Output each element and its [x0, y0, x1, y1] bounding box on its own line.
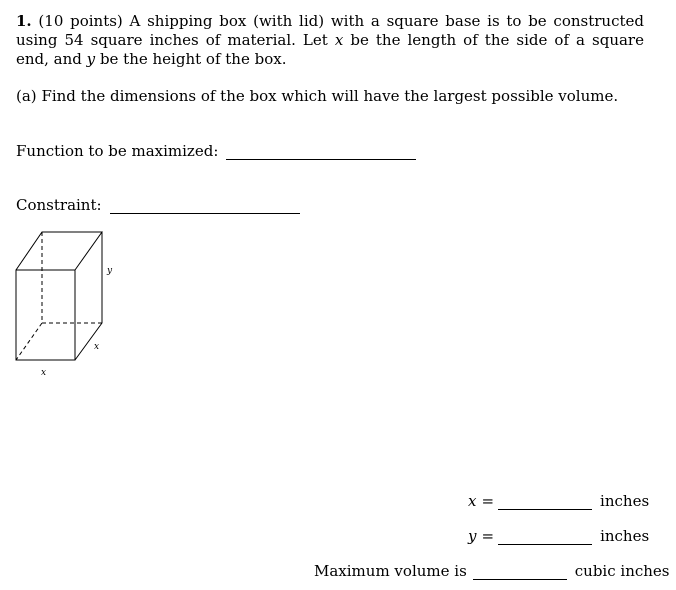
constraint-prompt: Constraint:	[16, 196, 102, 214]
function-prompt: Function to be maximized:	[16, 142, 219, 160]
answer-x-unit: inches	[600, 492, 650, 510]
problem-text-3: be the height of the box.	[99, 50, 287, 68]
constraint-answer-blank[interactable]	[110, 199, 300, 214]
answer-y-unit: inches	[600, 527, 650, 545]
part-a-text: Find the dimensions of the box which will have the largest possible volume.	[41, 87, 619, 105]
answer-volume-row	[314, 562, 670, 580]
constraint-row	[16, 196, 300, 214]
answer-volume-label: Maximum volume is	[314, 562, 467, 580]
problem-var-x: x	[334, 31, 344, 49]
problem-points: (10 points)	[38, 12, 123, 30]
answer-y-row	[468, 527, 649, 545]
box-label-x-side: x	[94, 342, 100, 352]
box-front-face	[16, 270, 75, 360]
answer-x-blank[interactable]	[498, 495, 592, 510]
answer-y-var: y	[468, 527, 477, 545]
box-hidden-depth-edge	[16, 323, 42, 360]
problem-number: 1.	[16, 12, 32, 30]
box-label-y: y	[107, 266, 113, 276]
function-row	[16, 142, 416, 160]
answer-x-var: x	[468, 492, 477, 510]
answer-volume-unit: cubic inches	[574, 562, 670, 580]
problem-statement	[16, 12, 644, 69]
problem-var-y: y	[86, 50, 96, 68]
answer-y-eq: =	[481, 527, 495, 545]
answer-x-row	[468, 492, 649, 510]
answer-y-blank[interactable]	[498, 530, 592, 545]
function-answer-blank[interactable]	[226, 145, 416, 160]
part-a-question	[16, 87, 618, 106]
box-diagram	[14, 228, 114, 378]
answer-x-eq: =	[481, 492, 495, 510]
problem-text-2: be the length of the side of a square end, and	[16, 31, 644, 68]
part-a-label: (a)	[16, 87, 37, 105]
box-top-face	[16, 232, 102, 270]
answer-volume-blank[interactable]	[473, 565, 567, 580]
box-label-x-bottom: x	[41, 368, 47, 378]
problem-text-1: A shipping box (with lid) with a square base is to be constructed using 54 square inches of material. Let	[16, 12, 644, 49]
